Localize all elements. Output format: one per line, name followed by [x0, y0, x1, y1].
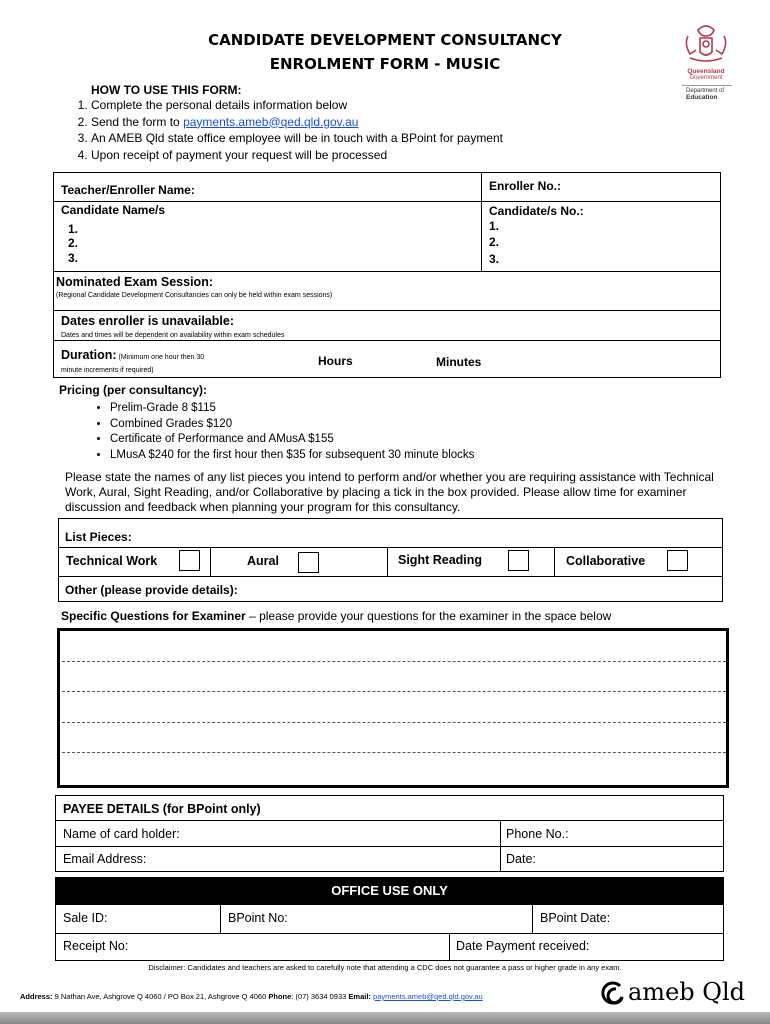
- answer-line: [62, 691, 726, 692]
- duration-note-a: (Minimum one hour then 30: [116, 354, 205, 361]
- card-holder-label: Name of card holder:: [63, 827, 180, 841]
- phone-label: Phone No.:: [506, 827, 569, 841]
- questions-heading-bold: Specific Questions for Examiner: [61, 609, 246, 623]
- dept-line1: Department of: [686, 88, 725, 94]
- date-payment-label: Date Payment received:: [456, 939, 590, 953]
- email-label: Email Address:: [63, 852, 147, 866]
- pricing-item: • Certificate of Performance and AMusA $155: [110, 432, 680, 448]
- answer-line: [62, 752, 726, 753]
- disclaimer: Disclaimer: Candidates and teachers are asked to carefully note that attending a CDC does not guarantee a pass or higher grade in any exam.: [148, 963, 622, 972]
- date-field[interactable]: [545, 849, 720, 869]
- office-col-divider: [220, 905, 221, 933]
- unavailable-dates-label: Dates enroller is unavailable:: [61, 314, 234, 328]
- office-use-heading: OFFICE USE ONLY: [55, 877, 724, 905]
- howto-step-4: [91, 147, 729, 164]
- form-title-line2: ENROLMENT FORM - MUSIC: [269, 55, 501, 73]
- hours-field[interactable]: [262, 352, 314, 368]
- payee-heading: PAYEE DETAILS (for BPoint only): [63, 802, 261, 816]
- pricing-item: • Prelim-Grade 8 $115: [110, 401, 680, 417]
- duration-label: Duration:: [61, 348, 117, 362]
- coat-of-arms-icon: [680, 22, 732, 66]
- footer-email-link[interactable]: payments.ameb@qed.qld.gov.au: [373, 992, 483, 1001]
- bottom-bar: [0, 1012, 770, 1024]
- aural-label: Aural: [247, 554, 279, 568]
- receipt-no-label: Receipt No:: [63, 939, 129, 953]
- office-divider: [55, 933, 724, 934]
- footer-address: [20, 992, 483, 1001]
- enroller-no-field[interactable]: [580, 175, 718, 197]
- address-text: 9 Nathan Ave, Ashgrove Q 4060 / PO Box 21, Ashgrove Q 4060: [52, 992, 269, 1001]
- phone-footer-label: Phone: [268, 992, 292, 1001]
- aural-checkbox[interactable]: [298, 552, 319, 573]
- other-details-field[interactable]: [275, 579, 719, 599]
- address-label: Address:: [20, 992, 53, 1001]
- gov-name-line1: Queensland: [687, 68, 725, 75]
- form-title-line1: CANDIDATE DEVELOPMENT CONSULTANCY: [208, 31, 562, 49]
- payee-divider: [55, 846, 724, 847]
- unavailable-dates-field[interactable]: [265, 313, 717, 329]
- howto-step-4-text: Upon receipt of payment your request will be processed: [91, 147, 388, 162]
- candidate-name-3[interactable]: 3.: [68, 251, 79, 265]
- questions-textarea[interactable]: [57, 628, 729, 788]
- answer-line: [62, 722, 726, 723]
- technical-work-checkbox[interactable]: [179, 550, 200, 571]
- instructions-text: Please state the names of any list pieces you intend to perform and/or whether you are requiring assistance with Technical Work, Aural, Sight Reading, and/or Collaborative by placing a tick in the box provided. Please allow time for examiner discussion and feedback when planning your program for this consultancy.: [65, 470, 714, 514]
- payments-email-link[interactable]: payments.ameb@qed.qld.gov.au: [183, 114, 359, 129]
- pricing-heading: Pricing (per consultancy):: [59, 383, 208, 397]
- questions-heading-rest: – please provide your questions for the examiner in the space below: [245, 609, 612, 623]
- candidate-nos-label: Candidate/s No.:: [489, 204, 584, 218]
- session-divider: [53, 310, 721, 311]
- candidate-no-1[interactable]: 1.: [489, 219, 500, 233]
- payee-divider: [55, 820, 724, 821]
- howto-steps: [69, 97, 729, 163]
- minutes-label: Minutes: [436, 355, 482, 369]
- teacher-name-field[interactable]: [215, 176, 477, 198]
- date-label: Date:: [506, 852, 536, 866]
- exam-session-note: (Regional Candidate Development Consultancies can only be held within exam sessions): [56, 292, 333, 299]
- details-col-divider: [481, 172, 482, 271]
- col-divider: [387, 547, 388, 576]
- collaborative-checkbox[interactable]: [667, 550, 688, 571]
- sight-reading-label: Sight Reading: [398, 553, 483, 567]
- phone-footer-text: : (07) 3634 0933: [291, 992, 349, 1001]
- ameb-logo: [600, 978, 770, 1008]
- technical-work-label: Technical Work: [66, 554, 158, 568]
- unavailable-divider: [53, 340, 721, 341]
- other-details-label: Other (please provide details):: [65, 583, 238, 597]
- collaborative-label: Collaborative: [566, 554, 646, 568]
- ameb-brand-text: ameb Qld: [628, 978, 745, 1006]
- answer-line: [62, 661, 726, 662]
- howto-step-1-text: Complete the personal details information below: [91, 98, 348, 112]
- card-holder-field[interactable]: [200, 823, 496, 843]
- howto-step-2: [91, 114, 729, 131]
- col-divider: [554, 547, 555, 576]
- list-pieces-label: List Pieces:: [65, 530, 132, 544]
- pricing-item: • LMusA $240 for the first hour then $35 for subsequent 30 minute blocks: [110, 448, 680, 464]
- howto-step-2-prefix: Send the form to: [91, 114, 184, 129]
- sight-reading-checkbox[interactable]: [508, 550, 529, 571]
- minutes-field[interactable]: [372, 352, 430, 368]
- duration-note-b: minute increments if required): [61, 367, 154, 374]
- office-table: [55, 877, 724, 961]
- list-pieces-field[interactable]: [150, 524, 718, 544]
- candidate-name-1[interactable]: 1.: [68, 222, 79, 236]
- ameb-swirl-icon: [600, 981, 626, 1007]
- howto-step-3-text: An AMEB Qld state office employee will be in touch with a BPoint for payment: [91, 131, 503, 145]
- howto-step-1: [91, 97, 729, 114]
- col-divider: [210, 547, 211, 576]
- dept-line2: Education: [686, 94, 718, 101]
- payee-col-divider: [500, 820, 501, 872]
- howto-step-3: [91, 130, 729, 147]
- exam-session-field[interactable]: [250, 274, 718, 290]
- enroller-no-label: Enroller No.:: [489, 179, 562, 193]
- email-footer-label: Email:: [348, 992, 371, 1001]
- candidate-names-label: Candidate Name/s: [61, 203, 166, 217]
- candidate-no-3[interactable]: 3.: [489, 252, 500, 266]
- enroller-no-divider: [481, 201, 721, 202]
- duration-block: [61, 346, 261, 374]
- office-col-divider: [449, 933, 450, 961]
- gov-name-line2: Government: [689, 75, 723, 81]
- hours-label: Hours: [318, 354, 353, 368]
- unavailable-dates-note: Dates and times will be dependent on availability within exam schedules: [61, 332, 285, 339]
- options-divider: [58, 576, 723, 577]
- sale-id-label: Sale ID:: [63, 911, 108, 925]
- office-col-divider: [532, 905, 533, 933]
- questions-heading: [61, 609, 611, 623]
- teacher-name-label: Teacher/Enroller Name:: [61, 183, 195, 197]
- email-field[interactable]: [165, 849, 496, 869]
- qld-gov-logo: [676, 22, 736, 101]
- phone-field[interactable]: [580, 823, 720, 843]
- bpoint-no-label: BPoint No:: [228, 911, 288, 925]
- bpoint-date-label: BPoint Date:: [540, 911, 611, 925]
- candidate-no-2[interactable]: 2.: [489, 235, 500, 249]
- teacher-divider: [53, 201, 481, 202]
- logo-divider: [682, 85, 732, 86]
- exam-session-label: Nominated Exam Session:: [56, 275, 213, 289]
- candidates-divider: [53, 271, 721, 272]
- candidate-name-2[interactable]: 2.: [68, 236, 79, 250]
- list-pieces-divider: [58, 547, 723, 548]
- pricing-list: [80, 401, 680, 463]
- howto-heading: HOW TO USE THIS FORM:: [91, 83, 242, 97]
- pricing-item: • Combined Grades $120: [110, 417, 680, 433]
